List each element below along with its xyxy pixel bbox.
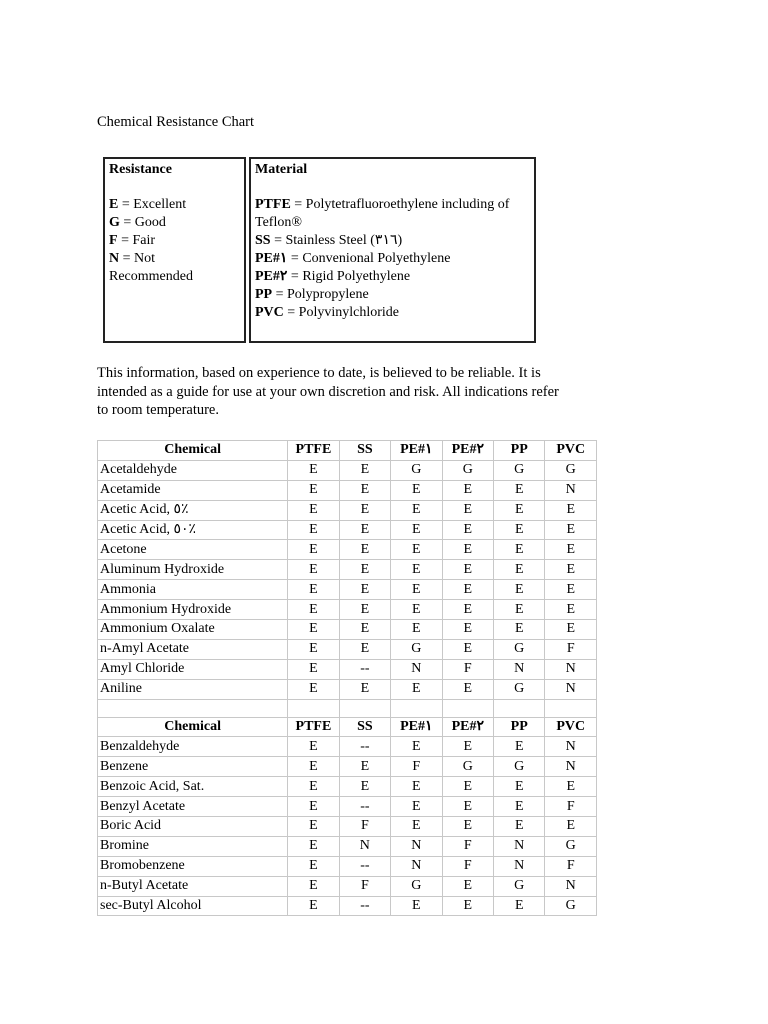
rating-cell: E bbox=[442, 520, 493, 540]
header-material: PTFE bbox=[288, 441, 339, 461]
rating-cell: E bbox=[391, 679, 442, 699]
rating-cell: E bbox=[339, 620, 390, 640]
table-row bbox=[98, 500, 597, 520]
chemical-name-cell: Acetamide bbox=[98, 480, 288, 500]
rating-cell: G bbox=[494, 876, 545, 896]
header-material: PVC bbox=[545, 441, 597, 461]
table-row bbox=[98, 737, 597, 757]
rating-cell: -- bbox=[339, 856, 390, 876]
rating-cell: G bbox=[545, 460, 597, 480]
rating-cell: G bbox=[442, 757, 493, 777]
rating-cell: E bbox=[288, 500, 339, 520]
resistance-item: G = Good bbox=[109, 215, 166, 230]
rating-cell: E bbox=[545, 540, 597, 560]
table-row bbox=[98, 620, 597, 640]
rating-cell: E bbox=[494, 737, 545, 757]
rating-cell: G bbox=[545, 896, 597, 916]
table-row bbox=[98, 856, 597, 876]
rating-cell: E bbox=[288, 836, 339, 856]
rating-cell: F bbox=[391, 757, 442, 777]
rating-cell: E bbox=[339, 777, 390, 797]
header-material: PVC bbox=[545, 717, 597, 737]
rating-cell: E bbox=[494, 540, 545, 560]
header-material: PE#١ bbox=[391, 441, 442, 461]
rating-cell: F bbox=[339, 876, 390, 896]
rating-cell: E bbox=[391, 797, 442, 817]
rating-cell: E bbox=[339, 600, 390, 620]
table-row bbox=[98, 659, 597, 679]
rating-cell: E bbox=[288, 757, 339, 777]
chemical-name-cell: sec-Butyl Alcohol bbox=[98, 896, 288, 916]
rating-cell: E bbox=[288, 659, 339, 679]
rating-cell: N bbox=[391, 836, 442, 856]
rating-cell: E bbox=[288, 480, 339, 500]
chemical-name-cell: Bromobenzene bbox=[98, 856, 288, 876]
chemical-name-cell: Aluminum Hydroxide bbox=[98, 560, 288, 580]
material-item: SS = Stainless Steel (٣١٦) bbox=[255, 233, 403, 248]
rating-cell: E bbox=[391, 817, 442, 837]
rating-cell: E bbox=[288, 876, 339, 896]
rating-cell: G bbox=[391, 460, 442, 480]
rating-cell: E bbox=[494, 500, 545, 520]
rating-cell: E bbox=[494, 600, 545, 620]
rating-cell: E bbox=[442, 600, 493, 620]
rating-cell: E bbox=[288, 460, 339, 480]
rating-cell: E bbox=[442, 580, 493, 600]
rating-cell: E bbox=[442, 620, 493, 640]
table-row bbox=[98, 580, 597, 600]
rating-cell: E bbox=[288, 896, 339, 916]
chemical-name-cell: Ammonium Oxalate bbox=[98, 620, 288, 640]
rating-cell: N bbox=[339, 836, 390, 856]
chemical-name-cell: Acetaldehyde bbox=[98, 460, 288, 480]
rating-cell: E bbox=[391, 600, 442, 620]
header-material: SS bbox=[339, 441, 390, 461]
rating-cell: G bbox=[442, 460, 493, 480]
rating-cell: E bbox=[545, 580, 597, 600]
rating-cell: E bbox=[494, 620, 545, 640]
rating-cell: E bbox=[494, 560, 545, 580]
table-row bbox=[98, 757, 597, 777]
rating-cell: E bbox=[339, 460, 390, 480]
table-row bbox=[98, 560, 597, 580]
rating-cell: G bbox=[494, 639, 545, 659]
spacer-cell bbox=[494, 699, 545, 717]
spacer-cell bbox=[339, 699, 390, 717]
table-row bbox=[98, 896, 597, 916]
spacer-cell bbox=[442, 699, 493, 717]
rating-cell: E bbox=[288, 620, 339, 640]
resistance-legend-cell bbox=[103, 157, 246, 343]
rating-cell: E bbox=[391, 560, 442, 580]
rating-cell: E bbox=[442, 560, 493, 580]
chemical-name-cell: Aniline bbox=[98, 679, 288, 699]
resistance-item: F = Fair bbox=[109, 233, 156, 248]
rating-cell: F bbox=[442, 659, 493, 679]
material-item: PP = Polypropylene bbox=[255, 287, 369, 302]
table-row bbox=[98, 480, 597, 500]
rating-cell: E bbox=[288, 600, 339, 620]
rating-cell: E bbox=[442, 797, 493, 817]
rating-cell: E bbox=[288, 679, 339, 699]
table-row bbox=[98, 777, 597, 797]
rating-cell: -- bbox=[339, 896, 390, 916]
header-material: PE#٢ bbox=[442, 717, 493, 737]
rating-cell: E bbox=[288, 580, 339, 600]
rating-cell: -- bbox=[339, 737, 390, 757]
rating-cell: E bbox=[545, 620, 597, 640]
rating-cell: F bbox=[545, 797, 597, 817]
rating-cell: -- bbox=[339, 659, 390, 679]
table-row bbox=[98, 797, 597, 817]
rating-cell: E bbox=[494, 480, 545, 500]
rating-cell: G bbox=[494, 679, 545, 699]
chemical-name-cell: Boric Acid bbox=[98, 817, 288, 837]
material-item: PTFE = Polytetrafluoroethylene including of Teflon® bbox=[255, 197, 510, 230]
rating-cell: N bbox=[494, 856, 545, 876]
rating-cell: E bbox=[494, 520, 545, 540]
rating-cell: N bbox=[545, 876, 597, 896]
chemical-resistance-table bbox=[97, 440, 597, 916]
rating-cell: E bbox=[494, 896, 545, 916]
rating-cell: E bbox=[442, 876, 493, 896]
rating-cell: N bbox=[545, 659, 597, 679]
rating-cell: E bbox=[442, 817, 493, 837]
rating-cell: E bbox=[442, 480, 493, 500]
chemical-name-cell: n-Butyl Acetate bbox=[98, 876, 288, 896]
chemical-name-cell: Ammonium Hydroxide bbox=[98, 600, 288, 620]
rating-cell: E bbox=[494, 797, 545, 817]
rating-cell: E bbox=[545, 500, 597, 520]
rating-cell: -- bbox=[339, 797, 390, 817]
table-spacer-row bbox=[98, 699, 597, 717]
header-material: PE#٢ bbox=[442, 441, 493, 461]
rating-cell: E bbox=[442, 896, 493, 916]
table-row bbox=[98, 600, 597, 620]
chemical-name-cell: Benzoic Acid, Sat. bbox=[98, 777, 288, 797]
rating-cell: E bbox=[391, 480, 442, 500]
rating-cell: E bbox=[442, 500, 493, 520]
chemical-name-cell: Amyl Chloride bbox=[98, 659, 288, 679]
table-row bbox=[98, 540, 597, 560]
material-item: PVC = Polyvinylchloride bbox=[255, 305, 400, 320]
header-material: PP bbox=[494, 441, 545, 461]
rating-cell: E bbox=[494, 580, 545, 600]
material-header: Material bbox=[255, 162, 308, 177]
rating-cell: E bbox=[339, 520, 390, 540]
rating-cell: E bbox=[442, 540, 493, 560]
rating-cell: E bbox=[288, 797, 339, 817]
rating-cell: E bbox=[391, 737, 442, 757]
spacer-cell bbox=[98, 699, 288, 717]
rating-cell: E bbox=[442, 679, 493, 699]
resistance-item: E = Excellent bbox=[109, 197, 187, 212]
page-title: Chemical Resistance Chart bbox=[97, 114, 255, 130]
rating-cell: G bbox=[391, 876, 442, 896]
rating-cell: E bbox=[494, 777, 545, 797]
resistance-item: N = Not Recommended bbox=[109, 251, 193, 284]
rating-cell: F bbox=[545, 639, 597, 659]
rating-cell: E bbox=[288, 560, 339, 580]
rating-cell: E bbox=[545, 600, 597, 620]
rating-cell: E bbox=[442, 639, 493, 659]
rating-cell: G bbox=[494, 460, 545, 480]
rating-cell: N bbox=[545, 679, 597, 699]
rating-cell: G bbox=[545, 836, 597, 856]
rating-cell: E bbox=[494, 817, 545, 837]
rating-cell: G bbox=[391, 639, 442, 659]
table-row bbox=[98, 817, 597, 837]
header-material: PP bbox=[494, 717, 545, 737]
chemical-name-cell: Benzyl Acetate bbox=[98, 797, 288, 817]
rating-cell: N bbox=[545, 737, 597, 757]
rating-cell: F bbox=[545, 856, 597, 876]
rating-cell: E bbox=[391, 520, 442, 540]
rating-cell: E bbox=[339, 540, 390, 560]
rating-cell: N bbox=[494, 659, 545, 679]
table-header-row bbox=[98, 441, 597, 461]
chemical-name-cell: Bromine bbox=[98, 836, 288, 856]
header-chemical: Chemical bbox=[98, 441, 288, 461]
header-material: SS bbox=[339, 717, 390, 737]
rating-cell: E bbox=[288, 817, 339, 837]
rating-cell: G bbox=[494, 757, 545, 777]
rating-cell: E bbox=[442, 777, 493, 797]
rating-cell: E bbox=[391, 620, 442, 640]
table-row bbox=[98, 876, 597, 896]
spacer-cell bbox=[288, 699, 339, 717]
rating-cell: E bbox=[339, 639, 390, 659]
material-item: PE#٢ = Rigid Polyethylene bbox=[255, 269, 411, 284]
chemical-name-cell: Benzaldehyde bbox=[98, 737, 288, 757]
rating-cell: E bbox=[288, 737, 339, 757]
chemical-name-cell: Acetic Acid, ٥٪ bbox=[98, 500, 288, 520]
disclaimer-note: This information, based on experience to date, is believed to be reliable. It is intended as a guide for use at your own discretion and risk. All indications refer to room temperature. bbox=[97, 365, 559, 418]
chemical-name-cell: Benzene bbox=[98, 757, 288, 777]
rating-cell: N bbox=[391, 856, 442, 876]
spacer-cell bbox=[391, 699, 442, 717]
rating-cell: E bbox=[288, 639, 339, 659]
rating-cell: E bbox=[391, 580, 442, 600]
header-chemical: Chemical bbox=[98, 717, 288, 737]
rating-cell: E bbox=[391, 896, 442, 916]
rating-cell: E bbox=[545, 777, 597, 797]
resistance-header: Resistance bbox=[109, 162, 172, 177]
rating-cell: E bbox=[339, 500, 390, 520]
rating-cell: E bbox=[545, 560, 597, 580]
table-row bbox=[98, 679, 597, 699]
table-row bbox=[98, 520, 597, 540]
table-header-row bbox=[98, 717, 597, 737]
rating-cell: E bbox=[391, 540, 442, 560]
rating-cell: E bbox=[391, 777, 442, 797]
rating-cell: N bbox=[391, 659, 442, 679]
table-row bbox=[98, 639, 597, 659]
rating-cell: E bbox=[288, 856, 339, 876]
material-item: PE#١ = Convenional Polyethylene bbox=[255, 251, 451, 266]
rating-cell: E bbox=[288, 520, 339, 540]
material-legend-cell bbox=[249, 157, 536, 343]
legend-table bbox=[100, 154, 539, 346]
chemical-name-cell: n-Amyl Acetate bbox=[98, 639, 288, 659]
rating-cell: F bbox=[442, 856, 493, 876]
rating-cell: E bbox=[288, 540, 339, 560]
chemical-name-cell: Acetone bbox=[98, 540, 288, 560]
table-row bbox=[98, 836, 597, 856]
rating-cell: E bbox=[442, 737, 493, 757]
rating-cell: E bbox=[339, 679, 390, 699]
chemical-name-cell: Acetic Acid, ٥٠٪ bbox=[98, 520, 288, 540]
rating-cell: F bbox=[339, 817, 390, 837]
rating-cell: N bbox=[545, 757, 597, 777]
rating-cell: N bbox=[494, 836, 545, 856]
rating-cell: E bbox=[288, 777, 339, 797]
rating-cell: F bbox=[442, 836, 493, 856]
rating-cell: E bbox=[339, 560, 390, 580]
rating-cell: N bbox=[545, 480, 597, 500]
header-material: PTFE bbox=[288, 717, 339, 737]
rating-cell: E bbox=[545, 817, 597, 837]
chemical-name-cell: Ammonia bbox=[98, 580, 288, 600]
rating-cell: E bbox=[339, 480, 390, 500]
header-material: PE#١ bbox=[391, 717, 442, 737]
table-row bbox=[98, 460, 597, 480]
rating-cell: E bbox=[339, 757, 390, 777]
rating-cell: E bbox=[391, 500, 442, 520]
rating-cell: E bbox=[545, 520, 597, 540]
rating-cell: E bbox=[339, 580, 390, 600]
spacer-cell bbox=[545, 699, 597, 717]
